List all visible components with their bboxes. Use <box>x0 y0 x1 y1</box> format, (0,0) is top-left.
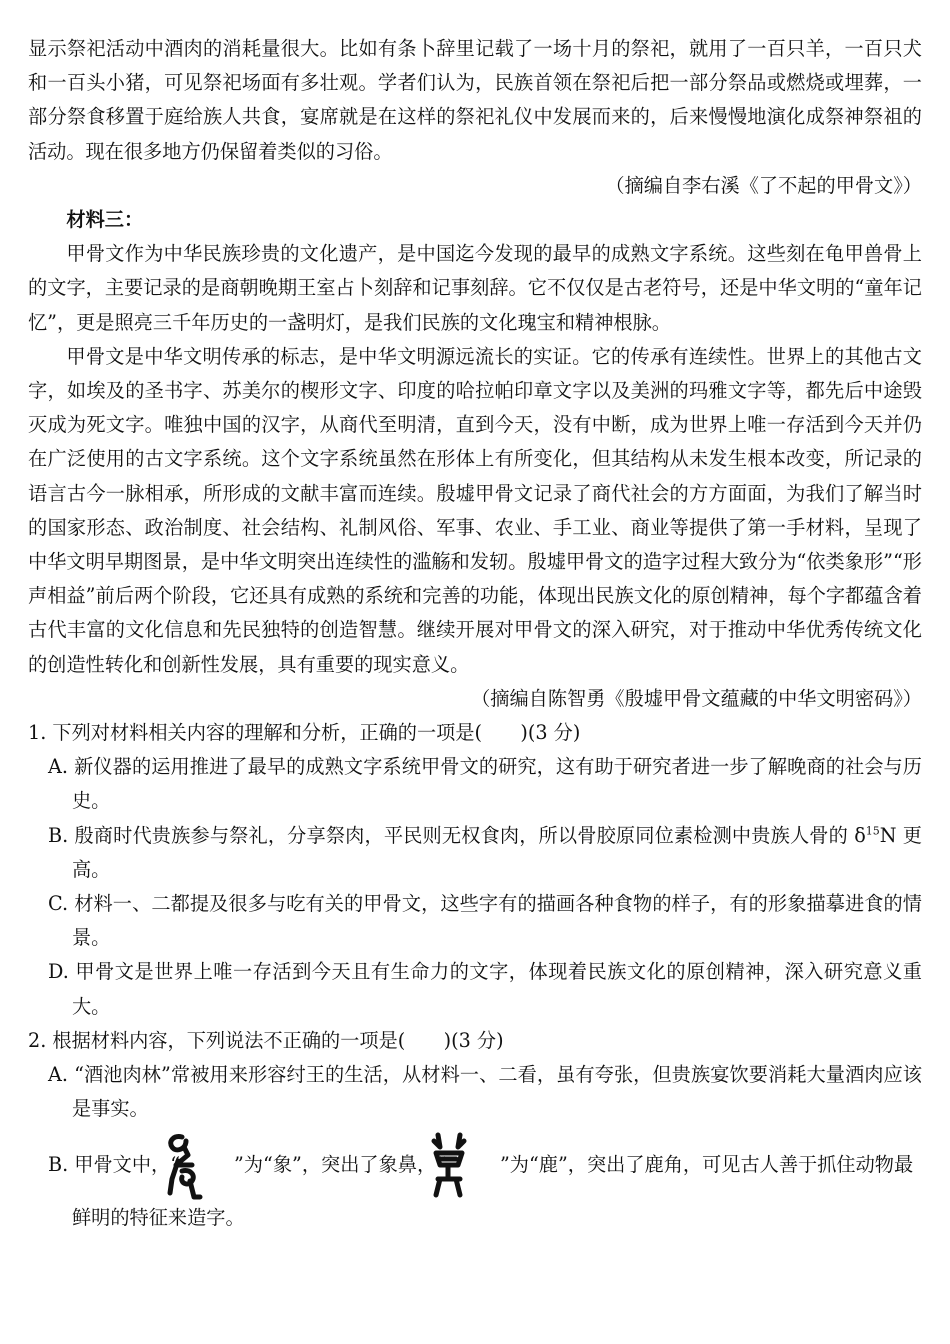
source-citation-1: （摘编自李右溪《了不起的甲骨文》） <box>605 173 922 197</box>
option-b-text-1: B. 殷商时代贵族参与祭礼，分享祭肉，平民则无权食肉，所以骨胶原同位素检测中贵族人骨的 δ <box>48 823 866 847</box>
q2-option-b-text-1: B. 甲骨文中，“ <box>48 1152 181 1176</box>
exam-page <box>28 32 922 1235</box>
oracle-bone-deer-glyph <box>450 1131 496 1201</box>
isotope-superscript: 15 <box>865 824 880 838</box>
oracle-bone-elephant-glyph <box>184 1131 230 1201</box>
question-2-stem: 2. 根据材料内容，下列说法不正确的一项是( )(3 分) <box>28 1028 504 1052</box>
option-b-text-2: N 更高。 <box>72 823 922 881</box>
question-2-option-a: A. “酒池肉林”常被用来形容纣王的生活，从材料一、二看，虽有夸张，但贵族宴饮要消耗大量酒肉应该是事实。 <box>48 1063 922 1121</box>
question-1-option-a: A. 新仪器的运用推进了最早的成熟文字系统甲骨文的研究，这有助于研究者进一步了解晚商的社会与历史。 <box>48 755 922 813</box>
material-3-paragraph-1: 甲骨文作为中华民族珍贵的文化遗产，是中国迄今发现的最早的成熟文字系统。这些刻在龟甲兽骨上的文字，主要记录的是商朝晚期王室占卜刻辞和记事刻辞。它不仅仅是古老符号，还是中华文明的“童年记忆”，更是照亮三千年历史的一盏明灯，是我们民族的文化瑰宝和精神根脉。 <box>28 242 922 334</box>
material-3-paragraph-2: 甲骨文是中华文明传承的标志，是中华文明源远流长的实证。它的传承有连续性。世界上的其他古文字，如埃及的圣书字、苏美尔的楔形文字、印度的哈拉帕印章文字以及美洲的玛雅文字等，都先后中途毁灭成为死文字。唯独中国的汉字，从商代至明清，直到今天，没有中断，成为世界上唯一存活到今天并仍在广泛使用的古文字系统。这个文字系统虽然在形体上有所变化，但其结构从未发生根本改变，所记录的语言古今一脉相承，所形成的文献丰富而连续。殷墟甲骨文记录了商代社会的方方面面，为我们了解当时的国家形态、政治制度、社会结构、礼制风俗、军事、农业、手工业、商业等提供了第一手材料，呈现了中华文明早期图景，是中华文明突出连续性的滥觞和发轫。殷墟甲骨文的造字过程大致分为“依类象形”“形声相益”前后两个阶段，它还具有成熟的系统和完善的功能，体现出民族文化的原创精神，每个字都蕴含着古代丰富的文化信息和先民独特的创造智慧。继续开展对甲骨文的深入研究，对于推动中华优秀传统文化的创造性转化和创新性发展，具有重要的现实意义。 <box>28 344 922 676</box>
question-1-option-d: D. 甲骨文是世界上唯一存活到今天且有生命力的文字，体现着民族文化的原创精神，深入研究意义重大。 <box>48 960 922 1018</box>
question-1-option-c: C. 材料一、二都提及很多与吃有关的甲骨文，这些字有的描画各种食物的样子，有的形象描摹进食的情景。 <box>48 892 922 950</box>
q2-option-b-text-3: ”为“鹿”，突出了鹿角，可见古人善于抓住动物最鲜明的特征来造字。 <box>72 1152 914 1229</box>
question-1-stem: 1. 下列对材料相关内容的理解和分析，正确的一项是( )(3 分) <box>28 721 581 745</box>
q2-option-b-text-2: ”为“象”，突出了象鼻，“ <box>234 1152 446 1176</box>
material-2-paragraph-end: 显示祭祀活动中酒肉的消耗量很大。比如有条卜辞里记载了一场十月的祭祀，就用了一百只羊，一百只犬和一百头小猪，可见祭祀场面有多壮观。学者们认为，民族首领在祭祀后把一部分祭品或燃烧或埋葬，一部分祭食移置于庭给族人共食，宴席就是在这样的祭祀礼仪中发展而来的，后来慢慢地演化成祭神祭祖的活动。现在很多地方仍保留着类似的习俗。 <box>28 37 922 163</box>
question-2-option-b <box>48 1131 922 1235</box>
source-citation-2: （摘编自陈智勇《殷墟甲骨文蕴藏的中华文明密码》） <box>471 686 922 710</box>
material-3-heading: 材料三： <box>66 208 144 232</box>
question-1-option-b <box>48 819 922 887</box>
